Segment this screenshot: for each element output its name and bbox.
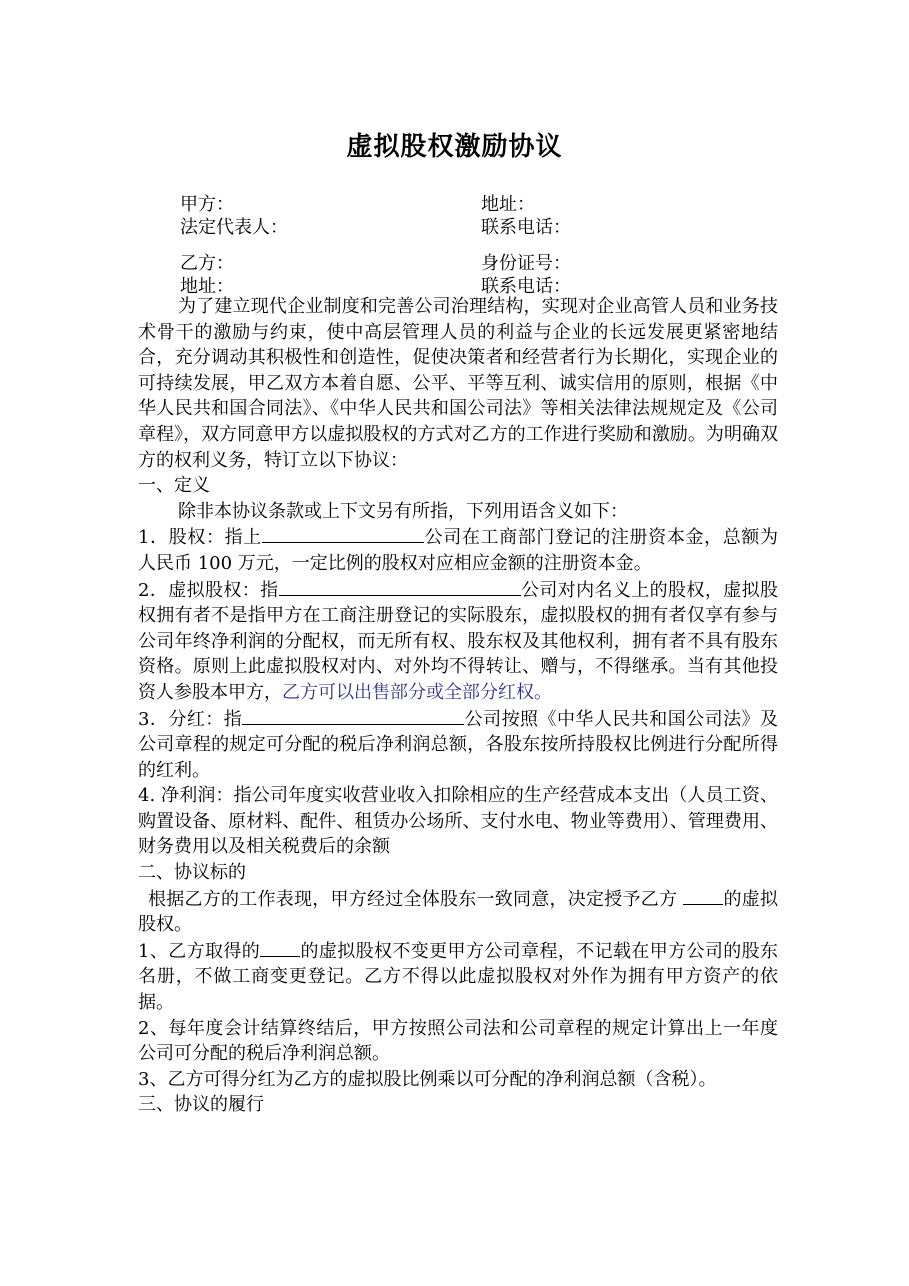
agreement-item-3: 3、乙方可得分红为乙方的虚拟股比例乘以可分配的净利润总额（含税）。: [138, 1068, 717, 1090]
section-2-intro-text: 的虚拟股权。: [138, 888, 779, 936]
definition-item-3-text: 公司按照《中华人民共和国公司法》及公司章程的规定可分配的税后净利润总额，各股东按所持股权比例进行分配所得的红利。: [138, 708, 778, 781]
section-2-heading: 二、协议标的: [138, 862, 246, 884]
agreement-item-2: 2、每年度会计结算终结后，甲方按照公司法和公司章程的规定计算出上一年度公司可分配的税后净利润总额。: [138, 1017, 778, 1065]
blank-field: [242, 706, 464, 725]
definition-item-2-lead: 2．虚拟股权：指: [138, 579, 279, 601]
highlighted-text: 乙方可以出售部分或全部分红权。: [282, 681, 552, 703]
definition-item-1-text: 公司在工商部门登记的注册资本金，总额为人民币 100 万元，一定比例的股权对应相应金额的注册资本金。: [138, 527, 779, 574]
party-b-address-label: 地址：: [180, 276, 234, 297]
definition-item-3: [138, 706, 778, 784]
definition-item-1: [138, 524, 778, 576]
party-a-phone-label: 联系电话：: [481, 217, 571, 238]
section-2-intro: [138, 886, 778, 938]
agreement-item-1: [138, 938, 778, 1016]
party-a-address-label: 地址：: [481, 194, 535, 215]
section-1-heading: 一、定义: [138, 475, 210, 497]
preamble-paragraph: 为了建立现代企业制度和完善公司治理结构，实现对企业高管人员和业务技术骨干的激励与约束，使中高层管理人员的利益与企业的长远发展更紧密地结合，充分调动其积极性和创造性，促使决策者和经营者行为长期化，实现企业的可持续发展，甲乙双方本着自愿、公平、平等互利、诚实信用的原则，根据《中华人民共和国合同法》、《中华人民共和国公司法》等相关法律法规规定及《公司章程》，双方同意甲方以虚拟股权的方式对乙方的工作进行奖励和激励。为明确双方的权利义务，特订立以下协议：: [138, 296, 778, 471]
blank-field: [260, 938, 300, 957]
section-1-intro: 除非本协议条款或上下文另有所指，下列用语含义如下：: [178, 500, 628, 522]
blank-field: [262, 524, 424, 543]
party-a-legal-rep-label: 法定代表人：: [180, 217, 288, 238]
definition-item-4: 4. 净利润：指公司年度实收营业收入扣除相应的生产经营成本支出（人员工资、购置设备、原材料、配件、租赁办公场所、支付水电、物业等费用）、管理费用、财务费用以及相关税费后的余额: [138, 785, 778, 858]
definition-item-1-lead: 1．股权：指上: [138, 527, 262, 549]
party-b-id-label: 身份证号：: [481, 253, 571, 274]
document-body: [138, 294, 778, 1118]
party-b-phone-label: 联系电话：: [481, 276, 571, 297]
definition-item-2-text: 公司对内名义上的股权，虚拟股权拥有者不是指甲方在工商注册登记的实际股东，虚拟股权的拥有者仅享有参与公司年终净利润的分配权，而无所有权、股东权及其他权利，拥有者不具有股东资格。原则上此虚拟股权对内、对外均不得转让、赠与，不得继承。当有其他投资人参股本甲方，: [138, 579, 778, 703]
blank-field: [683, 886, 723, 905]
section-3-heading: 三、协议的履行: [138, 1094, 264, 1116]
document-title: 虚拟股权激励协议: [346, 132, 563, 162]
agreement-item-1-text: 的虚拟股权不变更甲方公司章程，不记载在甲方公司的股东名册，不做工商变更登记。乙方不得以此虚拟股权对外作为拥有甲方资产的依据。: [138, 940, 779, 1014]
party-a-name-label: 甲方：: [180, 194, 234, 215]
section-2-intro-lead: 根据乙方的工作表现，甲方经过全体股东一致同意，决定授予乙方: [148, 888, 684, 910]
definition-item-3-lead: 3．分红：指: [138, 708, 243, 730]
blank-field: [279, 577, 521, 596]
definition-item-2: [138, 577, 778, 706]
agreement-item-1-lead: 1、乙方取得的: [138, 940, 261, 962]
party-b-name-label: 乙方：: [180, 253, 234, 274]
